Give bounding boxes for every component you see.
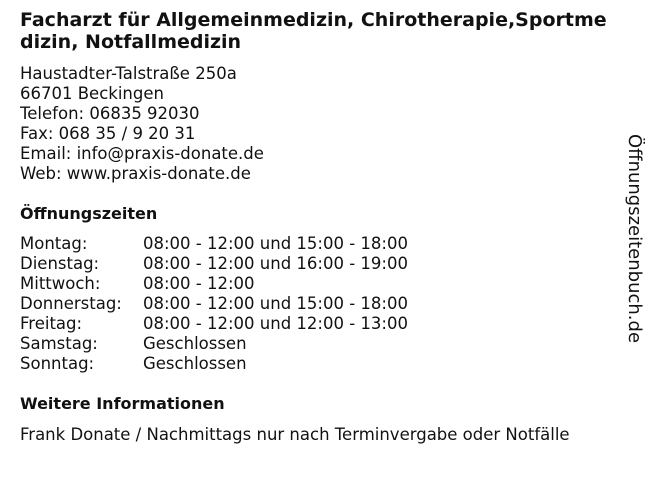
website-address: Web: www.praxis-donate.de (20, 164, 251, 183)
email-address: Email: info@praxis-donate.de (20, 144, 264, 163)
hours-row-sunday (20, 354, 408, 374)
hours-day: Donnerstag: (20, 294, 122, 313)
opening-hours-heading: Öffnungszeiten (20, 204, 158, 223)
hours-row-tuesday (20, 254, 408, 274)
hours-row-monday (20, 234, 408, 254)
hours-time: 08:00 - 12:00 (143, 274, 255, 293)
hours-day: Samstag: (20, 334, 98, 353)
hours-time: Geschlossen (143, 334, 247, 353)
page-title: Facharzt für Allgemeinmedizin, Chirotherapie,Sportmedizin, Notfallmedizin (20, 9, 607, 53)
address-street: Haustadter-Talstraße 250a (20, 64, 237, 83)
further-information-heading: Weitere Informationen (20, 394, 225, 413)
hours-day: Sonntag: (20, 354, 95, 373)
hours-time: Geschlossen (143, 354, 247, 373)
hours-row-saturday (20, 334, 408, 354)
hours-row-thursday (20, 294, 408, 314)
opening-hours-table (20, 234, 408, 374)
hours-day: Mittwoch: (20, 274, 101, 293)
address-city: 66701 Beckingen (20, 84, 164, 103)
hours-time: 08:00 - 12:00 und 12:00 - 13:00 (143, 314, 408, 333)
hours-row-friday (20, 314, 408, 334)
fax-number: Fax: 068 35 / 9 20 31 (20, 124, 196, 143)
hours-row-wednesday (20, 274, 408, 294)
watermark-site-name: Öffnungszeitenbuch.de (624, 134, 645, 344)
phone-number: Telefon: 06835 92030 (20, 104, 200, 123)
hours-day: Dienstag: (20, 254, 100, 273)
hours-day: Freitag: (20, 314, 83, 333)
hours-time: 08:00 - 12:00 und 15:00 - 18:00 (143, 234, 408, 253)
hours-time: 08:00 - 12:00 und 15:00 - 18:00 (143, 294, 408, 313)
contact-block (20, 64, 264, 184)
hours-day: Montag: (20, 234, 88, 253)
hours-time: 08:00 - 12:00 und 16:00 - 19:00 (143, 254, 408, 273)
further-information-text: Frank Donate / Nachmittags nur nach Terminvergabe oder Notfälle (20, 425, 570, 444)
